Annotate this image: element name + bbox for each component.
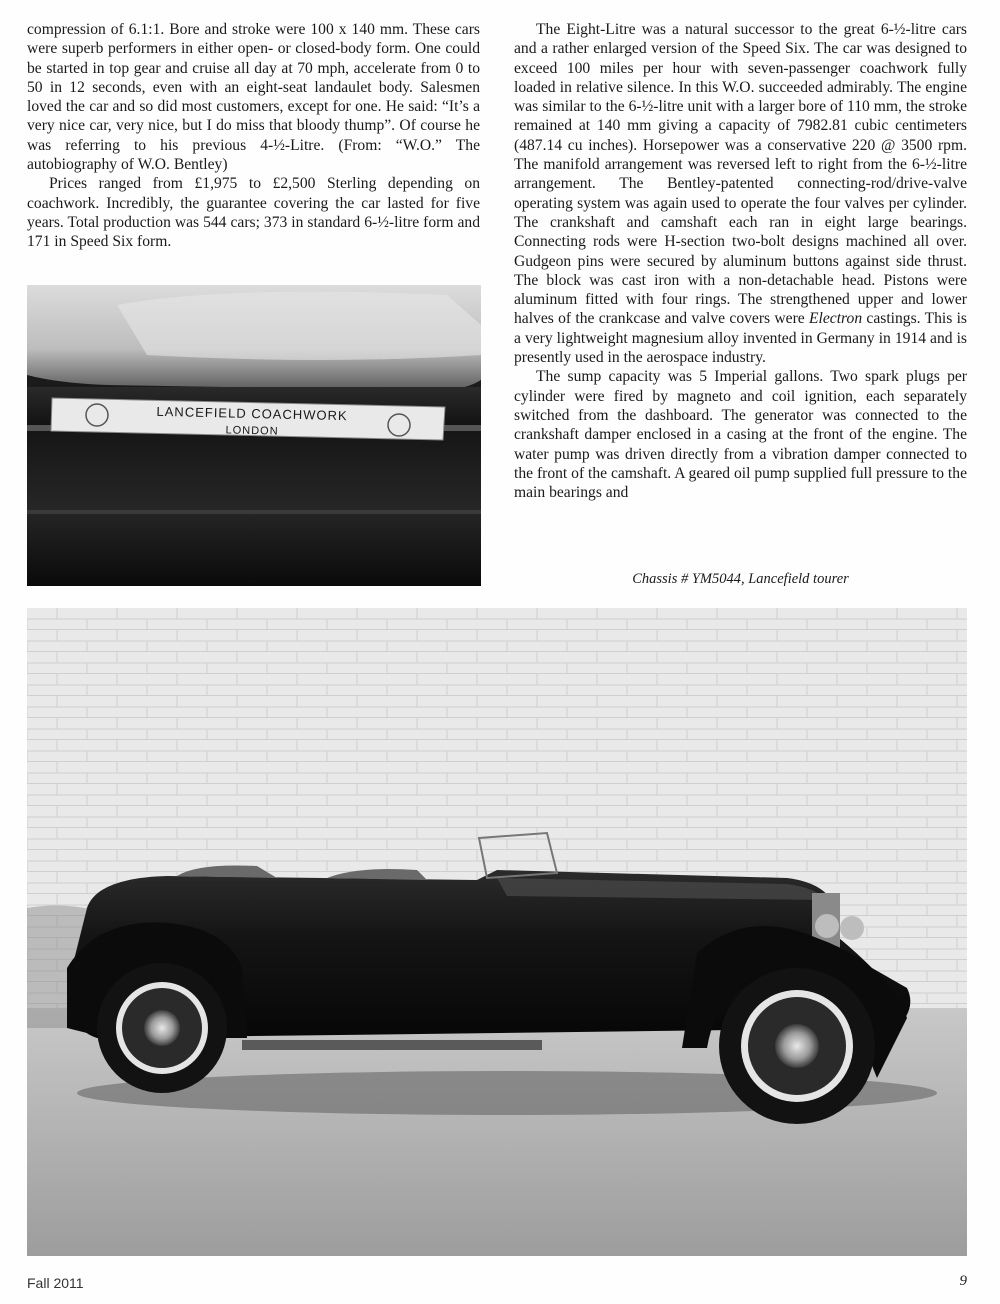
page-number: 9 <box>959 1273 967 1289</box>
left-paragraph-1: compression of 6.1:1. Bore and stroke were 100 x 140 mm. These cars were superb performers in either open- or closed-body form. One could be started in top gear and cruise all day at 70 mph, accelerate from 0 to 50 in 12 seconds, even with an eight-seat landaulet body. Salesmen loved the car and so did most customers, except for one. He said: “It’s a very nice car, very nice, but I do miss that bloody thump”. Of course he was referring to his previous 4-½-Litre. (From: “W.O.” The autobiography of W.O. Bentley) <box>27 21 480 174</box>
plaque-line-1: LANCEFIELD COACHWORK <box>156 403 348 424</box>
plaque-line-2: LONDON <box>225 424 279 438</box>
right-paragraph-1-part-a: The Eight-Litre was a natural successor to the great 6-½-litre cars and a rather enlarged version of the Speed Six. The car was designed to exceed 100 miles per hour with seven-passenger coachwork fully loaded in relative silence. In this W.O. succeeded admirably. The engine was similar to the 6-½-litre unit with a larger bore of 110 mm, the stroke remained at 140 mm giving a capacity of 7982.81 cubic centimeters (487.14 cu inches). Horsepower was a conservative 220 @ 3500 rpm. The manifold arrangement was reversed left to right from the 6-½-litre arrangement. The Bentley-patented connecting-rod/drive-valve operating system was again used to operate the four valves per cylinder. The crankshaft and camshaft each ran in eight large bearings. Connecting rods were H-section two-bolt designs machined all over. Gudgeon pins were secured by aluminum buttons against side thrust. The block was cast iron with a non-detachable head. Pistons were aluminum fitted with four rings. The strengthened upper and lower halves of the crankcase and valve covers were <box>514 21 967 328</box>
right-paragraph-1 <box>514 20 967 367</box>
electron-italic: Electron <box>809 310 863 328</box>
left-text-column <box>27 20 480 252</box>
right-paragraph-2: The sump capacity was 5 Imperial gallons. Two spark plugs per cylinder were fired by magneto and coil ignition, each separately switched from the dashboard. The generator was connected to the crankshaft damper enclosed in a casing at the front of the engine. The water pump was driven directly from a vibration damper connected to the front of the camshaft. A geared oil pump supplied full pressure to the main bearings and <box>514 368 967 502</box>
left-paragraph-2: Prices ranged from £1,975 to £2,500 Sterling depending on coachwork. Incredibly, the guarantee covering the car lasted for five years. Total production was 544 cars; 373 in standard 6-½-litre form and 171 in Speed Six form. <box>27 175 480 251</box>
sill-plaque-illustration <box>27 285 481 586</box>
issue-label: Fall 2011 <box>27 1275 84 1291</box>
car-photo <box>27 608 967 1256</box>
right-paragraph-1-part-b: castings. This is a very lightweight magnesium alloy invented in Germany in 1914 and is presently used in the aerospace industry. <box>514 310 967 367</box>
photo-caption: Chassis # YM5044, Lancefield tourer <box>632 571 849 587</box>
vintage-tourer-illustration <box>27 608 967 1256</box>
plaque-photo <box>27 285 481 586</box>
right-text-column <box>514 20 967 502</box>
